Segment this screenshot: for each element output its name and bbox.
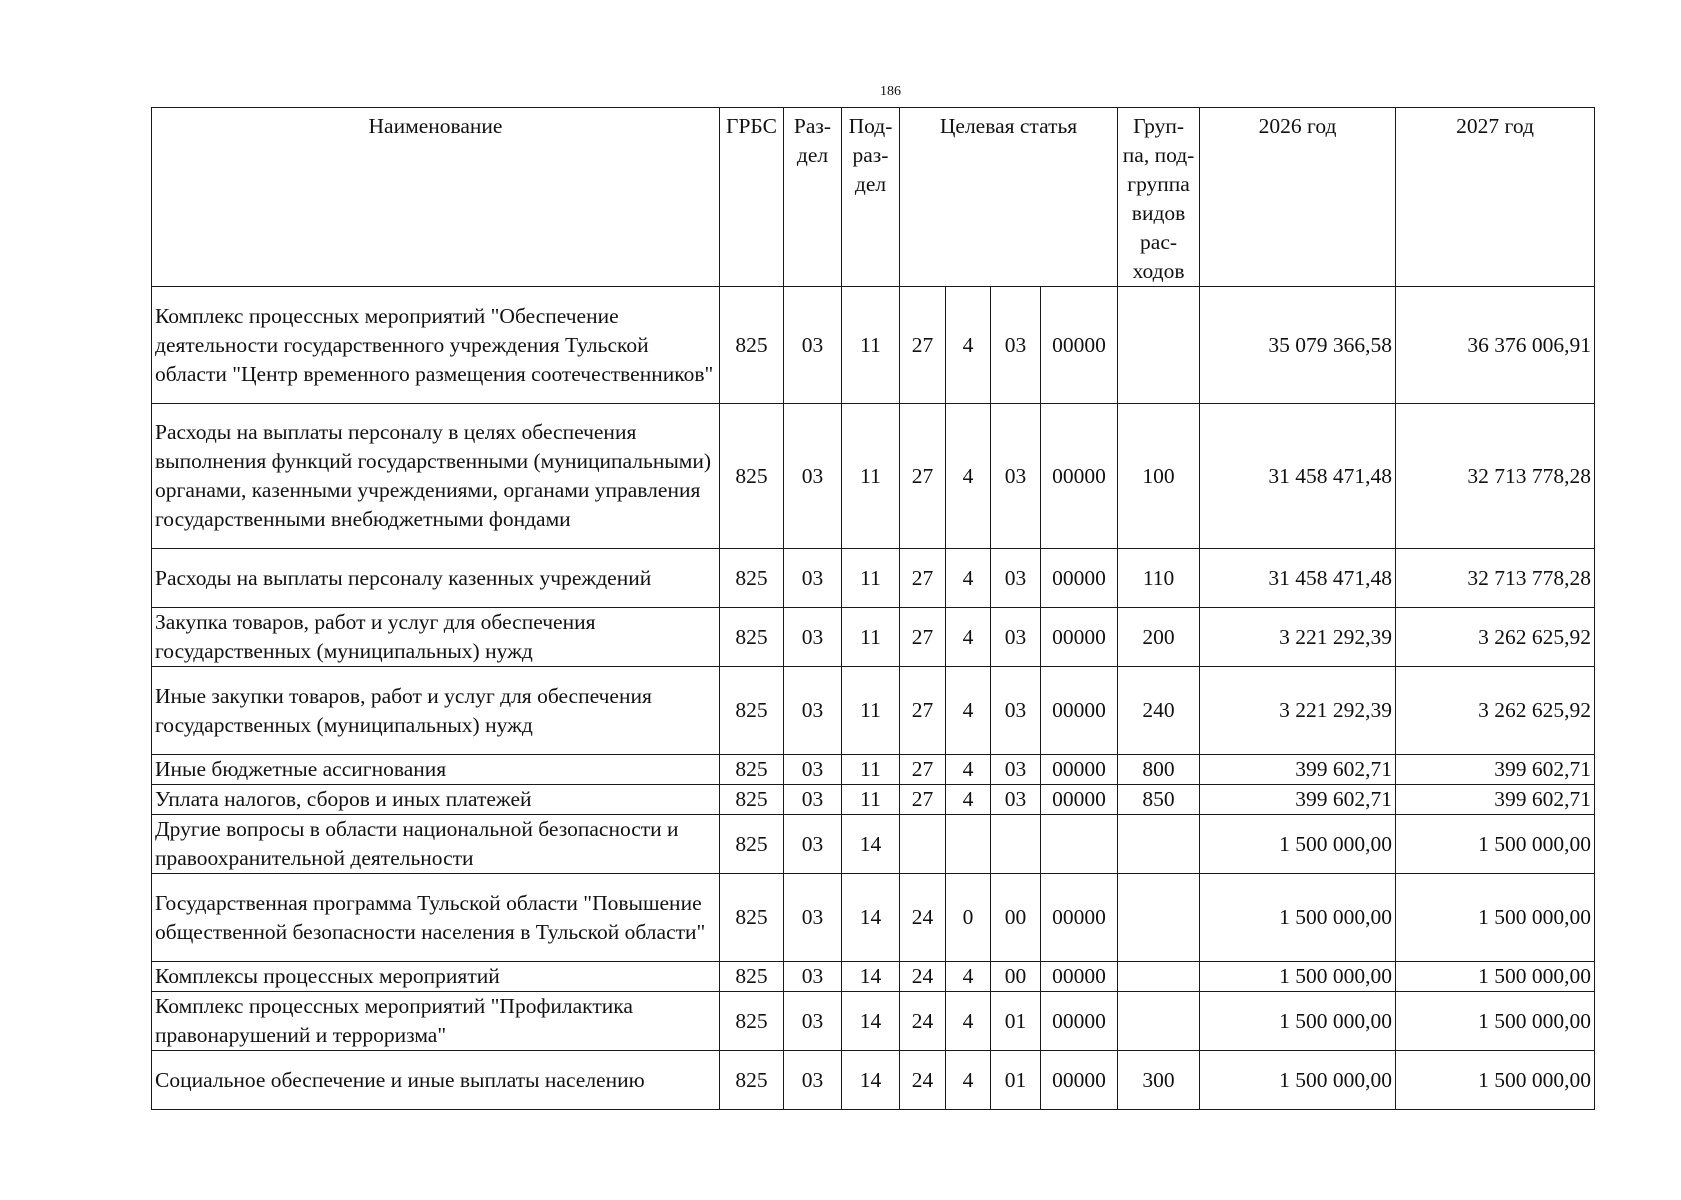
cell-razdel: 03 <box>784 287 842 404</box>
cell-target-3: 03 <box>991 755 1041 785</box>
cell-amount-2026: 1 500 000,00 <box>1200 1051 1396 1110</box>
cell-podrazdel: 14 <box>842 815 900 874</box>
table-row <box>152 785 1595 815</box>
cell-podrazdel: 11 <box>842 755 900 785</box>
cell-target-3: 03 <box>991 785 1041 815</box>
cell-target-2: 4 <box>946 962 991 992</box>
cell-name: Комплекс процессных мероприятий "Профилактика правонарушений и терроризма" <box>152 992 720 1051</box>
cell-podrazdel: 14 <box>842 874 900 962</box>
header-expense-group: Груп- па, под- группа видов рас- ходов <box>1118 108 1200 287</box>
cell-name: Расходы на выплаты персоналу в целях обеспечения выполнения функций государственными (муниципальными) органами, казенными учреждениями, органами управления государственными внебюджетными фондами <box>152 404 720 549</box>
cell-target-4: 00000 <box>1041 755 1118 785</box>
cell-expense-group <box>1118 962 1200 992</box>
cell-expense-group: 240 <box>1118 667 1200 755</box>
cell-target-2: 4 <box>946 287 991 404</box>
cell-grbs: 825 <box>720 874 784 962</box>
cell-expense-group <box>1118 815 1200 874</box>
cell-name: Комплексы процессных мероприятий <box>152 962 720 992</box>
cell-podrazdel: 11 <box>842 404 900 549</box>
cell-razdel: 03 <box>784 667 842 755</box>
table-row <box>152 287 1595 404</box>
cell-target-2: 4 <box>946 549 991 608</box>
cell-amount-2026: 3 221 292,39 <box>1200 608 1396 667</box>
cell-podrazdel: 11 <box>842 667 900 755</box>
table-row <box>152 755 1595 785</box>
cell-name: Закупка товаров, работ и услуг для обеспечения государственных (муниципальных) нужд <box>152 608 720 667</box>
cell-name: Социальное обеспечение и иные выплаты населению <box>152 1051 720 1110</box>
cell-target-1: 24 <box>900 874 946 962</box>
table-row <box>152 1051 1595 1110</box>
cell-razdel: 03 <box>784 785 842 815</box>
cell-target-4 <box>1041 815 1118 874</box>
cell-target-1: 27 <box>900 667 946 755</box>
cell-grbs: 825 <box>720 404 784 549</box>
cell-expense-group <box>1118 992 1200 1051</box>
cell-name: Иные бюджетные ассигнования <box>152 755 720 785</box>
cell-target-3: 03 <box>991 667 1041 755</box>
cell-target-2: 0 <box>946 874 991 962</box>
table-row <box>152 815 1595 874</box>
cell-target-2: 4 <box>946 1051 991 1110</box>
cell-amount-2026: 1 500 000,00 <box>1200 992 1396 1051</box>
cell-razdel: 03 <box>784 549 842 608</box>
cell-target-4: 00000 <box>1041 667 1118 755</box>
cell-target-3: 01 <box>991 1051 1041 1110</box>
cell-grbs: 825 <box>720 287 784 404</box>
cell-amount-2027: 3 262 625,92 <box>1396 667 1595 755</box>
table-header-row <box>152 108 1595 287</box>
cell-amount-2027: 399 602,71 <box>1396 755 1595 785</box>
cell-target-2: 4 <box>946 992 991 1051</box>
cell-podrazdel: 14 <box>842 962 900 992</box>
cell-target-2: 4 <box>946 755 991 785</box>
cell-amount-2027: 3 262 625,92 <box>1396 608 1595 667</box>
cell-amount-2026: 35 079 366,58 <box>1200 287 1396 404</box>
cell-target-3: 03 <box>991 549 1041 608</box>
header-razdel: Раз- дел <box>784 108 842 287</box>
table-row <box>152 992 1595 1051</box>
cell-expense-group: 800 <box>1118 755 1200 785</box>
cell-target-3: 00 <box>991 962 1041 992</box>
cell-name: Комплекс процессных мероприятий "Обеспечение деятельности государственного учреждения Тульской области "Центр временного размещения соотечественников" <box>152 287 720 404</box>
cell-target-1: 27 <box>900 287 946 404</box>
cell-grbs: 825 <box>720 992 784 1051</box>
header-name: Наименование <box>152 108 720 287</box>
cell-target-1 <box>900 815 946 874</box>
cell-name: Уплата налогов, сборов и иных платежей <box>152 785 720 815</box>
table-row <box>152 404 1595 549</box>
cell-target-4: 00000 <box>1041 608 1118 667</box>
cell-target-4: 00000 <box>1041 962 1118 992</box>
cell-target-2: 4 <box>946 608 991 667</box>
cell-amount-2026: 3 221 292,39 <box>1200 667 1396 755</box>
cell-amount-2026: 399 602,71 <box>1200 755 1396 785</box>
cell-grbs: 825 <box>720 785 784 815</box>
header-year-2027: 2027 год <box>1396 108 1595 287</box>
cell-razdel: 03 <box>784 992 842 1051</box>
budget-table <box>151 107 1595 1110</box>
cell-target-3: 01 <box>991 992 1041 1051</box>
table-row <box>152 549 1595 608</box>
cell-target-1: 27 <box>900 404 946 549</box>
cell-expense-group: 850 <box>1118 785 1200 815</box>
cell-amount-2027: 36 376 006,91 <box>1396 287 1595 404</box>
cell-target-3: 03 <box>991 608 1041 667</box>
cell-name: Расходы на выплаты персоналу казенных учреждений <box>152 549 720 608</box>
cell-amount-2026: 1 500 000,00 <box>1200 874 1396 962</box>
cell-target-1: 24 <box>900 962 946 992</box>
cell-target-1: 27 <box>900 549 946 608</box>
cell-grbs: 825 <box>720 755 784 785</box>
header-target-article: Целевая статья <box>900 108 1118 287</box>
cell-podrazdel: 11 <box>842 785 900 815</box>
cell-target-2: 4 <box>946 785 991 815</box>
cell-amount-2027: 32 713 778,28 <box>1396 549 1595 608</box>
table-row <box>152 962 1595 992</box>
cell-razdel: 03 <box>784 404 842 549</box>
cell-target-1: 27 <box>900 608 946 667</box>
cell-razdel: 03 <box>784 1051 842 1110</box>
cell-target-1: 27 <box>900 755 946 785</box>
cell-grbs: 825 <box>720 1051 784 1110</box>
cell-podrazdel: 14 <box>842 992 900 1051</box>
cell-amount-2027: 1 500 000,00 <box>1396 992 1595 1051</box>
table-row <box>152 874 1595 962</box>
cell-target-1: 27 <box>900 785 946 815</box>
cell-target-4: 00000 <box>1041 785 1118 815</box>
cell-target-4: 00000 <box>1041 549 1118 608</box>
cell-podrazdel: 11 <box>842 287 900 404</box>
cell-amount-2026: 31 458 471,48 <box>1200 404 1396 549</box>
cell-grbs: 825 <box>720 608 784 667</box>
cell-razdel: 03 <box>784 962 842 992</box>
cell-target-3: 00 <box>991 874 1041 962</box>
page-number-text: 186 <box>880 84 901 99</box>
cell-razdel: 03 <box>784 755 842 785</box>
cell-name: Иные закупки товаров, работ и услуг для обеспечения государственных (муниципальных) нужд <box>152 667 720 755</box>
cell-amount-2027: 1 500 000,00 <box>1396 874 1595 962</box>
cell-target-2: 4 <box>946 667 991 755</box>
cell-grbs: 825 <box>720 549 784 608</box>
cell-razdel: 03 <box>784 815 842 874</box>
cell-target-3: 03 <box>991 287 1041 404</box>
cell-expense-group: 200 <box>1118 608 1200 667</box>
cell-target-2: 4 <box>946 404 991 549</box>
cell-grbs: 825 <box>720 815 784 874</box>
header-year-2026: 2026 год <box>1200 108 1396 287</box>
cell-grbs: 825 <box>720 667 784 755</box>
cell-razdel: 03 <box>784 608 842 667</box>
cell-target-4: 00000 <box>1041 992 1118 1051</box>
cell-amount-2027: 1 500 000,00 <box>1396 1051 1595 1110</box>
cell-expense-group: 110 <box>1118 549 1200 608</box>
cell-amount-2026: 1 500 000,00 <box>1200 962 1396 992</box>
cell-name: Государственная программа Тульской области "Повышение общественной безопасности населения в Тульской области" <box>152 874 720 962</box>
cell-target-4: 00000 <box>1041 874 1118 962</box>
cell-podrazdel: 11 <box>842 608 900 667</box>
cell-podrazdel: 14 <box>842 1051 900 1110</box>
table-row <box>152 667 1595 755</box>
cell-expense-group: 300 <box>1118 1051 1200 1110</box>
cell-expense-group <box>1118 287 1200 404</box>
cell-target-3 <box>991 815 1041 874</box>
cell-amount-2027: 399 602,71 <box>1396 785 1595 815</box>
cell-podrazdel: 11 <box>842 549 900 608</box>
table-row <box>152 608 1595 667</box>
cell-expense-group: 100 <box>1118 404 1200 549</box>
cell-amount-2027: 1 500 000,00 <box>1396 962 1595 992</box>
cell-target-3: 03 <box>991 404 1041 549</box>
cell-target-4: 00000 <box>1041 404 1118 549</box>
cell-amount-2027: 32 713 778,28 <box>1396 404 1595 549</box>
cell-grbs: 825 <box>720 962 784 992</box>
cell-expense-group <box>1118 874 1200 962</box>
cell-target-2 <box>946 815 991 874</box>
table-body <box>152 287 1595 1110</box>
cell-target-1: 24 <box>900 1051 946 1110</box>
cell-target-1: 24 <box>900 992 946 1051</box>
header-podrazdel: Под- раз- дел <box>842 108 900 287</box>
cell-razdel: 03 <box>784 874 842 962</box>
cell-amount-2027: 1 500 000,00 <box>1396 815 1595 874</box>
cell-amount-2026: 1 500 000,00 <box>1200 815 1396 874</box>
cell-name: Другие вопросы в области национальной безопасности и правоохранительной деятельности <box>152 815 720 874</box>
cell-amount-2026: 399 602,71 <box>1200 785 1396 815</box>
cell-target-4: 00000 <box>1041 1051 1118 1110</box>
cell-amount-2026: 31 458 471,48 <box>1200 549 1396 608</box>
header-grbs: ГРБС <box>720 108 784 287</box>
cell-target-4: 00000 <box>1041 287 1118 404</box>
